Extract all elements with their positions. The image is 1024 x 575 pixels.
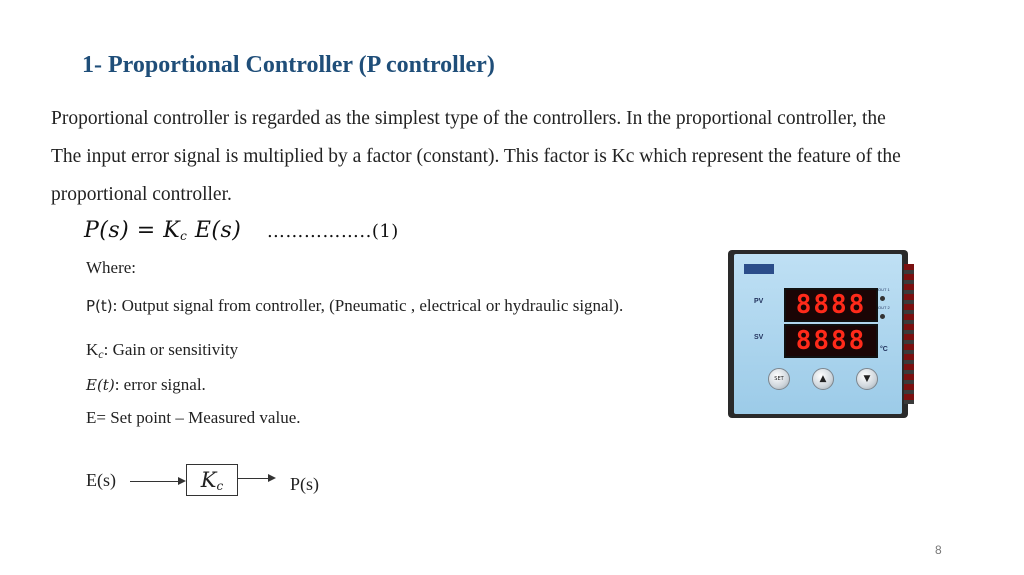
set-button: SET xyxy=(768,368,790,390)
definition-k xyxy=(86,340,238,362)
paragraph-line: proportional controller. xyxy=(51,184,232,205)
equation-rhs: E(s) xyxy=(187,218,242,243)
page-number: 8 xyxy=(935,543,942,557)
paragraph-line: The input error signal is multiplied by a factor (constant). This factor is Kc which represent the feature of the xyxy=(51,146,901,167)
definition-p xyxy=(86,296,623,316)
output-arrow xyxy=(238,478,274,479)
gain-block-sub: c xyxy=(216,479,224,493)
definition-e xyxy=(86,375,206,395)
device-logo xyxy=(744,264,774,274)
unit-label: °C xyxy=(880,346,888,353)
definition-p-symbol: P(t) xyxy=(86,297,113,315)
gain-block xyxy=(186,464,238,496)
out1-label: OUT 1 xyxy=(878,287,890,292)
slide-title: 1- Proportional Controller (P controller) xyxy=(82,52,495,78)
device-terminals xyxy=(904,264,914,404)
input-arrow xyxy=(130,481,184,482)
pv-display: 8888 xyxy=(784,288,878,322)
up-arrow-icon: ▲ xyxy=(812,368,834,390)
definition-e-text: : error signal. xyxy=(114,375,206,394)
block-output-label: P(s) xyxy=(290,474,320,494)
definition-setpoint: E= Set point – Measured value. xyxy=(86,408,301,427)
definition-k-text: : Gain or sensitivity xyxy=(103,340,239,359)
equation-1 xyxy=(84,218,399,243)
equation-k: K xyxy=(163,218,181,243)
definition-e-symbol: E(t) xyxy=(86,376,115,394)
definition-k-sub: c xyxy=(98,347,104,361)
out2-led xyxy=(880,314,885,319)
definition-p-text: : Output signal from controller, (Pneumatic , electrical or hydraulic signal). xyxy=(112,296,624,315)
gain-block-k: K xyxy=(200,468,217,492)
definition-k-symbol: K xyxy=(86,340,99,359)
intro-paragraph xyxy=(51,100,1001,214)
device-face xyxy=(734,254,902,414)
paragraph-line: Proportional controller is regarded as the simplest type of the controllers. In the proportional controller, the xyxy=(51,108,886,129)
equation-k-sub: c xyxy=(180,229,188,243)
block-input-label: E(s) xyxy=(86,470,116,490)
out1-led xyxy=(880,296,885,301)
equation-number: ……………..(1) xyxy=(266,221,399,242)
down-arrow-icon: ▼ xyxy=(856,368,878,390)
sv-label: SV xyxy=(754,334,764,341)
temperature-controller-image xyxy=(728,250,916,420)
where-label: Where: xyxy=(86,258,137,277)
out2-label: OUT 2 xyxy=(878,305,890,310)
equation-lhs: P(s) = xyxy=(84,218,164,243)
sv-display: 8888 xyxy=(784,324,878,358)
pv-label: PV xyxy=(754,298,764,305)
